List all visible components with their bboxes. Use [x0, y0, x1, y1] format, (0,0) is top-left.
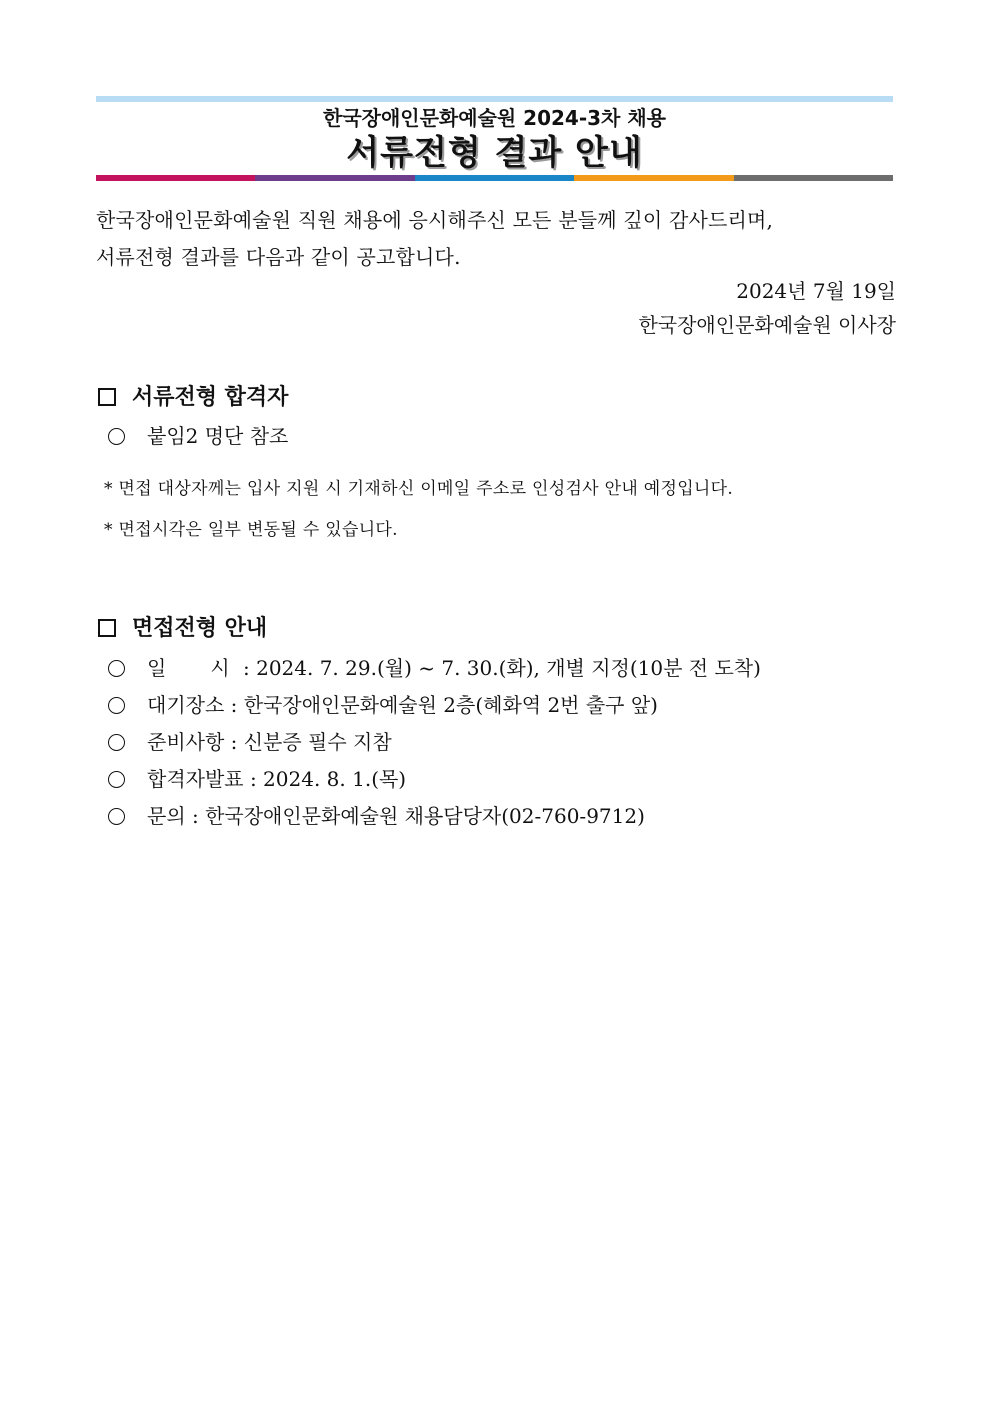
list-item-schedule: [108, 653, 761, 683]
checkbox-icon: [98, 619, 116, 637]
list-item-text: 합격자발표 : 2024. 8. 1.(목): [147, 767, 407, 791]
list-item: [108, 764, 406, 794]
document-title: 서류전형 결과 안내: [346, 133, 643, 173]
color-bar-segment: [96, 175, 255, 181]
header-color-bar: [96, 175, 893, 181]
section-heading-text: 면접전형 안내: [132, 615, 268, 641]
list-item: [108, 421, 288, 451]
schedule-label: 일 시: [147, 656, 230, 680]
note-line: * 면접시각은 일부 변동될 수 있습니다.: [104, 520, 398, 540]
section-heading-interview: [96, 612, 267, 644]
checkbox-icon: [98, 388, 116, 406]
circle-bullet-icon: [108, 660, 125, 677]
circle-bullet-icon: [108, 734, 125, 751]
intro-paragraph: [96, 202, 896, 276]
document-subtitle: 한국장애인문화예술원 2024-3차 채용: [323, 106, 666, 130]
list-item-text: 준비사항 : 신분증 필수 지참: [147, 730, 392, 754]
color-bar-segment: [255, 175, 414, 181]
announcement-date: 2024년 7월 19일: [736, 279, 896, 303]
note-line: * 면접 대상자께는 입사 지원 시 기재하신 이메일 주소로 인성검사 안내 예정입니다.: [104, 479, 734, 499]
schedule-value: : 2024. 7. 29.(월) ~ 7. 30.(화), 개별 지정(10분 전 도착): [243, 656, 761, 680]
issuer-name: 한국장애인문화예술원 이사장: [638, 313, 896, 337]
intro-line: 한국장애인문화예술원 직원 채용에 응시해주신 모든 분들께 깊이 감사드리며,: [96, 208, 774, 232]
color-bar-segment: [415, 175, 574, 181]
intro-line: 서류전형 결과를 다음과 같이 공고합니다.: [96, 245, 461, 269]
color-bar-segment: [574, 175, 733, 181]
circle-bullet-icon: [108, 428, 125, 445]
list-item: [108, 690, 658, 720]
color-bar-segment: [734, 175, 893, 181]
circle-bullet-icon: [108, 697, 125, 714]
list-item-text: 대기장소 : 한국장애인문화예술원 2층(혜화역 2번 출구 앞): [147, 693, 658, 717]
list-item: [108, 801, 645, 831]
list-item-text: 붙임2 명단 참조: [147, 424, 289, 448]
section-heading-document-screening: [96, 381, 288, 413]
section-heading-text: 서류전형 합격자: [132, 384, 289, 410]
list-item: [108, 727, 392, 757]
circle-bullet-icon: [108, 771, 125, 788]
header-top-bar: [96, 96, 893, 102]
circle-bullet-icon: [108, 808, 125, 825]
list-item-text: 문의 : 한국장애인문화예술원 채용담당자(02-760-9712): [147, 804, 645, 828]
